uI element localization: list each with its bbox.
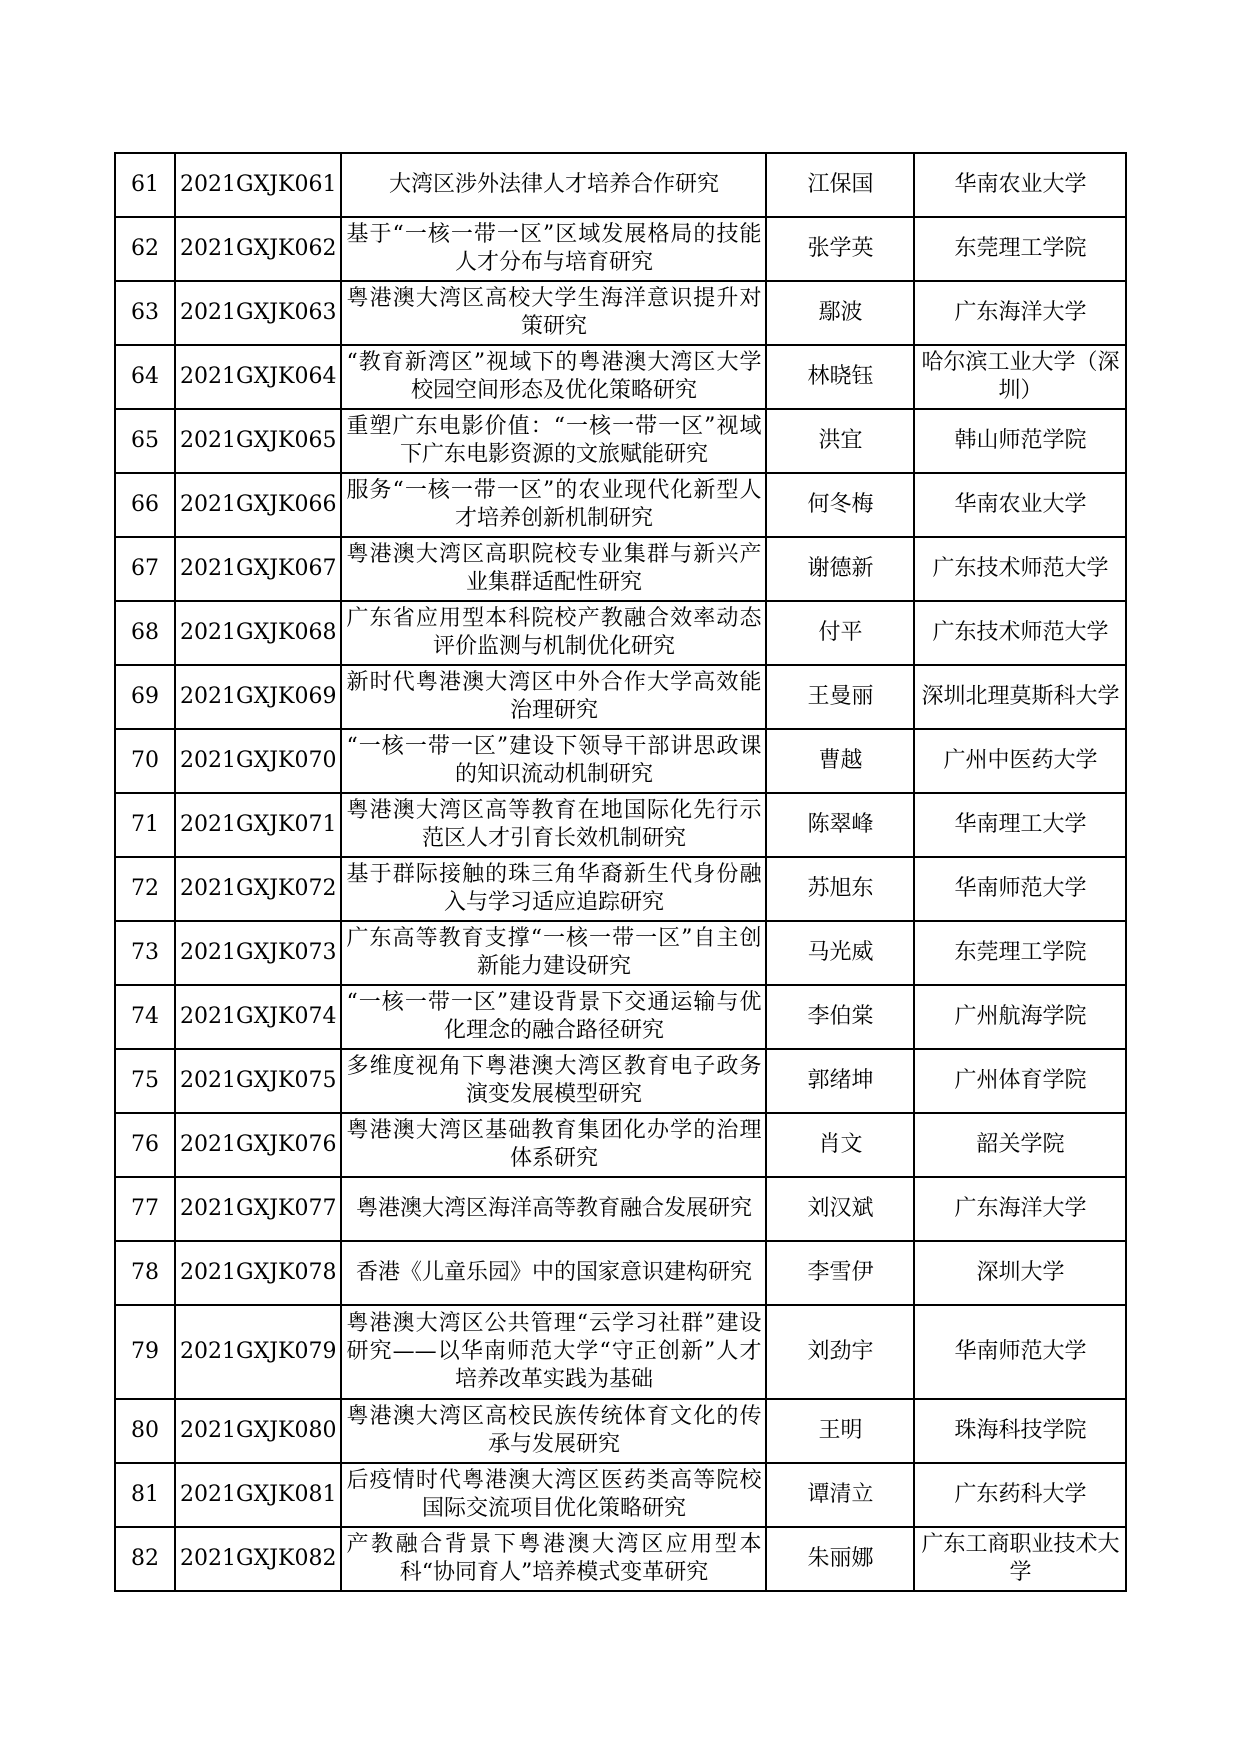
institution: 深圳北理莫斯科大学: [914, 665, 1126, 729]
project-title: 大湾区涉外法律人才培养合作研究: [341, 153, 766, 217]
project-leader: 李雪伊: [766, 1241, 914, 1305]
project-leader: 付平: [766, 601, 914, 665]
row-number: 66: [115, 473, 175, 537]
project-code: 2021GXJK063: [175, 281, 341, 345]
row-number: 62: [115, 217, 175, 281]
project-title: 基于“一核一带一区”区域发展格局的技能人才分布与培育研究: [341, 217, 766, 281]
project-leader: 鄢波: [766, 281, 914, 345]
row-number: 69: [115, 665, 175, 729]
institution: 广东工商职业技术大学: [914, 1527, 1126, 1591]
table-row: [115, 601, 1126, 665]
project-code: 2021GXJK069: [175, 665, 341, 729]
project-code: 2021GXJK068: [175, 601, 341, 665]
project-title: 重塑广东电影价值：“一核一带一区”视域下广东电影资源的文旅赋能研究: [341, 409, 766, 473]
project-title: “一核一带一区”建设背景下交通运输与优化理念的融合路径研究: [341, 985, 766, 1049]
institution: 哈尔滨工业大学（深圳）: [914, 345, 1126, 409]
project-leader: 李伯棠: [766, 985, 914, 1049]
row-number: 74: [115, 985, 175, 1049]
table-row: [115, 1113, 1126, 1177]
row-number: 76: [115, 1113, 175, 1177]
institution: 珠海科技学院: [914, 1399, 1126, 1463]
institution: 广州中医药大学: [914, 729, 1126, 793]
table-row: [115, 1305, 1126, 1399]
project-code: 2021GXJK066: [175, 473, 341, 537]
project-leader: 何冬梅: [766, 473, 914, 537]
project-leader: 刘汉斌: [766, 1177, 914, 1241]
row-number: 78: [115, 1241, 175, 1305]
project-title: 广东省应用型本科院校产教融合效率动态评价监测与机制优化研究: [341, 601, 766, 665]
institution: 华南农业大学: [914, 473, 1126, 537]
table-row: [115, 345, 1126, 409]
project-leader: 王明: [766, 1399, 914, 1463]
table-row: [115, 281, 1126, 345]
project-code: 2021GXJK073: [175, 921, 341, 985]
institution: 广东技术师范大学: [914, 601, 1126, 665]
project-code: 2021GXJK070: [175, 729, 341, 793]
project-leader: 谭清立: [766, 1463, 914, 1527]
table-row: [115, 729, 1126, 793]
project-leader: 张学英: [766, 217, 914, 281]
row-number: 81: [115, 1463, 175, 1527]
project-code: 2021GXJK076: [175, 1113, 341, 1177]
institution: 华南农业大学: [914, 153, 1126, 217]
row-number: 79: [115, 1305, 175, 1399]
project-title: 新时代粤港澳大湾区中外合作大学高效能治理研究: [341, 665, 766, 729]
institution: 广州航海学院: [914, 985, 1126, 1049]
row-number: 61: [115, 153, 175, 217]
project-title: 基于群际接触的珠三角华裔新生代身份融入与学习适应追踪研究: [341, 857, 766, 921]
table-row: [115, 217, 1126, 281]
table-row: [115, 1049, 1126, 1113]
row-number: 73: [115, 921, 175, 985]
project-leader: 王曼丽: [766, 665, 914, 729]
institution: 韶关学院: [914, 1113, 1126, 1177]
institution: 深圳大学: [914, 1241, 1126, 1305]
project-leader: 陈翠峰: [766, 793, 914, 857]
row-number: 80: [115, 1399, 175, 1463]
project-code: 2021GXJK064: [175, 345, 341, 409]
institution: 广州体育学院: [914, 1049, 1126, 1113]
institution: 广东海洋大学: [914, 1177, 1126, 1241]
row-number: 67: [115, 537, 175, 601]
table-row: [115, 985, 1126, 1049]
project-leader: 江保国: [766, 153, 914, 217]
project-title: 粤港澳大湾区公共管理“云学习社群”建设研究——以华南师范大学“守正创新”人才培养改革实践为基础: [341, 1305, 766, 1399]
row-number: 75: [115, 1049, 175, 1113]
row-number: 71: [115, 793, 175, 857]
institution: 东莞理工学院: [914, 217, 1126, 281]
row-number: 82: [115, 1527, 175, 1591]
table-row: [115, 1463, 1126, 1527]
project-title: 广东高等教育支撑“一核一带一区”自主创新能力建设研究: [341, 921, 766, 985]
row-number: 70: [115, 729, 175, 793]
project-leader: 苏旭东: [766, 857, 914, 921]
project-code: 2021GXJK078: [175, 1241, 341, 1305]
project-code: 2021GXJK071: [175, 793, 341, 857]
institution: 广东药科大学: [914, 1463, 1126, 1527]
institution: 华南师范大学: [914, 857, 1126, 921]
table-row: [115, 473, 1126, 537]
project-title: 产教融合背景下粤港澳大湾区应用型本科“协同育人”培养模式变革研究: [341, 1527, 766, 1591]
project-title: 后疫情时代粤港澳大湾区医药类高等院校国际交流项目优化策略研究: [341, 1463, 766, 1527]
project-title: “教育新湾区”视域下的粤港澳大湾区大学校园空间形态及优化策略研究: [341, 345, 766, 409]
project-code: 2021GXJK079: [175, 1305, 341, 1399]
project-leader: 朱丽娜: [766, 1527, 914, 1591]
project-title: 粤港澳大湾区高校大学生海洋意识提升对策研究: [341, 281, 766, 345]
row-number: 63: [115, 281, 175, 345]
project-title: “一核一带一区”建设下领导干部讲思政课的知识流动机制研究: [341, 729, 766, 793]
project-title: 香港《儿童乐园》中的国家意识建构研究: [341, 1241, 766, 1305]
table-row: [115, 857, 1126, 921]
institution: 华南理工大学: [914, 793, 1126, 857]
project-code: 2021GXJK082: [175, 1527, 341, 1591]
project-code: 2021GXJK065: [175, 409, 341, 473]
institution: 韩山师范学院: [914, 409, 1126, 473]
row-number: 65: [115, 409, 175, 473]
institution: 广东技术师范大学: [914, 537, 1126, 601]
table-row: [115, 921, 1126, 985]
project-leader: 谢德新: [766, 537, 914, 601]
table-row: [115, 153, 1126, 217]
table-row: [115, 665, 1126, 729]
table-row: [115, 1177, 1126, 1241]
table-row: [115, 537, 1126, 601]
row-number: 77: [115, 1177, 175, 1241]
row-number: 64: [115, 345, 175, 409]
project-leader: 马光威: [766, 921, 914, 985]
project-list-table: [114, 152, 1127, 1592]
table-row: [115, 409, 1126, 473]
table-row: [115, 793, 1126, 857]
project-code: 2021GXJK074: [175, 985, 341, 1049]
row-number: 68: [115, 601, 175, 665]
project-title: 粤港澳大湾区高等教育在地国际化先行示范区人才引育长效机制研究: [341, 793, 766, 857]
institution: 东莞理工学院: [914, 921, 1126, 985]
table-row: [115, 1527, 1126, 1591]
project-code: 2021GXJK061: [175, 153, 341, 217]
institution: 广东海洋大学: [914, 281, 1126, 345]
institution: 华南师范大学: [914, 1305, 1126, 1399]
project-code: 2021GXJK067: [175, 537, 341, 601]
project-title: 多维度视角下粤港澳大湾区教育电子政务演变发展模型研究: [341, 1049, 766, 1113]
project-title: 粤港澳大湾区高校民族传统体育文化的传承与发展研究: [341, 1399, 766, 1463]
project-code: 2021GXJK062: [175, 217, 341, 281]
table-row: [115, 1241, 1126, 1305]
project-leader: 林晓钰: [766, 345, 914, 409]
project-code: 2021GXJK081: [175, 1463, 341, 1527]
project-code: 2021GXJK072: [175, 857, 341, 921]
project-title: 服务“一核一带一区”的农业现代化新型人才培养创新机制研究: [341, 473, 766, 537]
project-leader: 洪宜: [766, 409, 914, 473]
project-code: 2021GXJK080: [175, 1399, 341, 1463]
project-leader: 刘劲宇: [766, 1305, 914, 1399]
row-number: 72: [115, 857, 175, 921]
project-title: 粤港澳大湾区海洋高等教育融合发展研究: [341, 1177, 766, 1241]
project-title: 粤港澳大湾区高职院校专业集群与新兴产业集群适配性研究: [341, 537, 766, 601]
project-leader: 曹越: [766, 729, 914, 793]
table-row: [115, 1399, 1126, 1463]
project-code: 2021GXJK075: [175, 1049, 341, 1113]
project-title: 粤港澳大湾区基础教育集团化办学的治理体系研究: [341, 1113, 766, 1177]
project-leader: 肖文: [766, 1113, 914, 1177]
project-code: 2021GXJK077: [175, 1177, 341, 1241]
project-leader: 郭绪坤: [766, 1049, 914, 1113]
